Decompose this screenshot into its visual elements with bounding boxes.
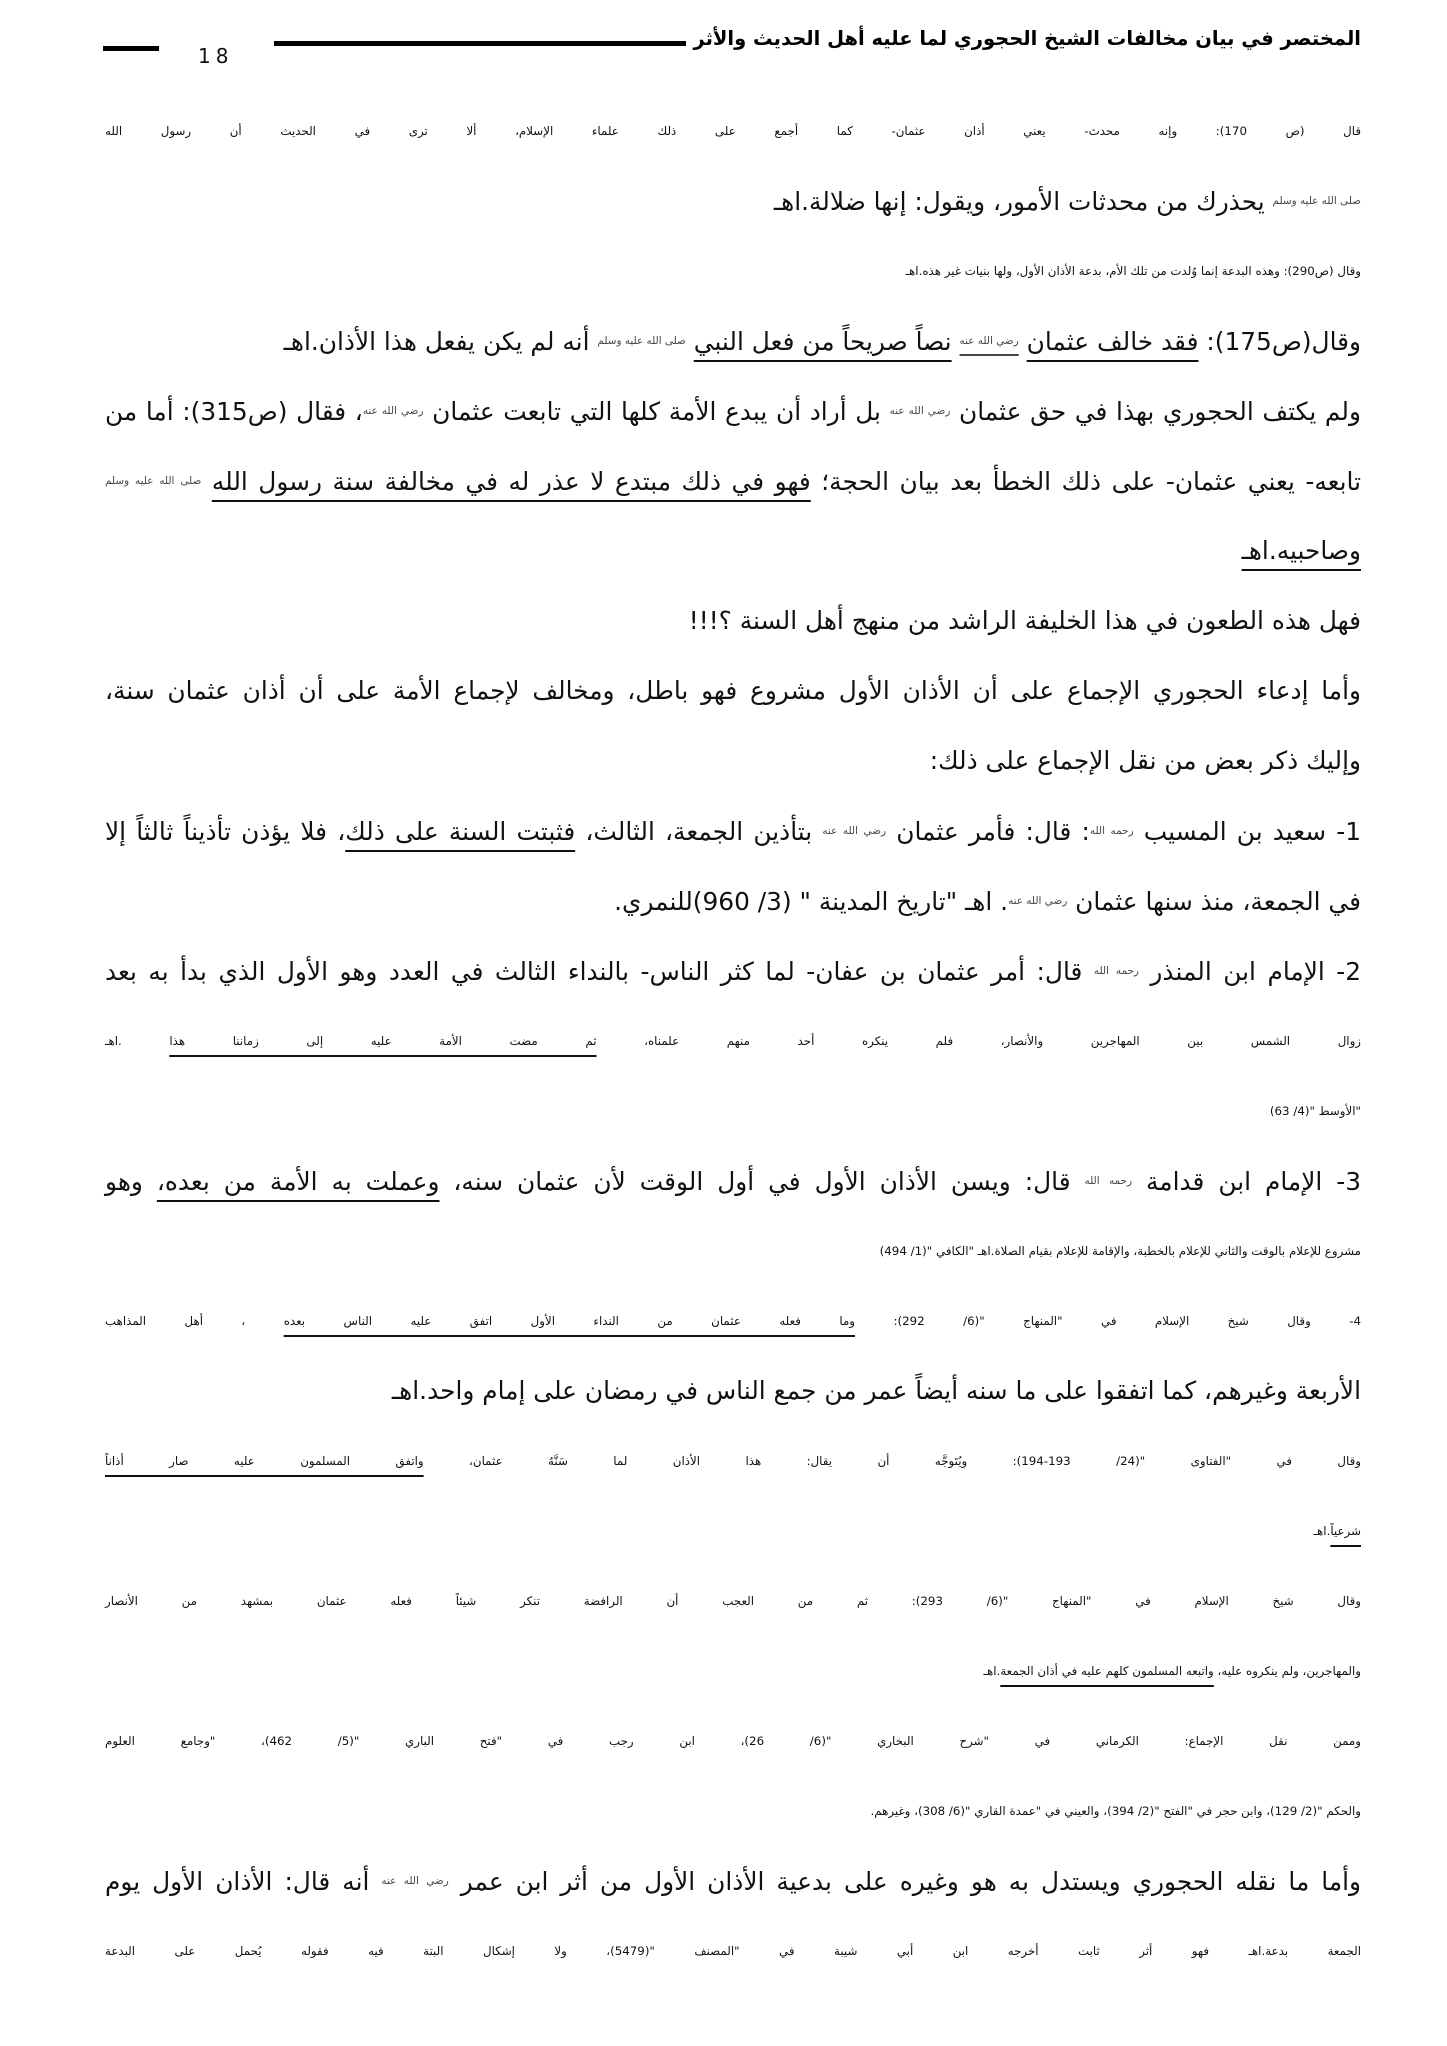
text-segment: 1- سعيد بن المسيب [1133,817,1362,847]
text-line [105,1006,1361,1076]
text-segment: والمهاجرين، ولم ينكروه عليه، [1213,1664,1361,1678]
underlined-text: نصاً صريحاً من فعل النبي [693,327,952,357]
text-segment: وقال (ص290): وهذه البدعة إنما وُلدت من تلك الأم، بدعة الأذان الأول، ولها بنيات غير هذه.اهـ [905,264,1361,278]
text-segment [686,327,694,356]
text-line-content [105,1314,1361,1328]
text-segment: .اهـ [1313,1524,1331,1538]
text-segment: وأما ما نقله الحجوري ويستدل به هو وغيره على بدعية الأذان الأول من أثر ابن عمر [448,1867,1362,1897]
underlined-text: واتفق المسلمون عليه صار أذاناً [105,1454,424,1468]
text-line [105,1636,1361,1706]
honorific-mark: رحمه الله [1084,1175,1133,1187]
text-line-content [984,1664,1361,1678]
text-line-content [689,606,1361,635]
text-line [105,1916,1361,1986]
honorific-mark: صلى الله عليه وسلم [597,335,686,347]
text-segment [952,327,960,356]
text-line-content [105,1167,1361,1196]
text-line [105,726,1361,796]
honorific-mark: رضي الله عنه [362,405,424,417]
honorific-mark: صلى الله عليه وسلم [105,475,202,487]
text-line [105,1706,1361,1776]
text-line [105,936,1361,1006]
text-line-content [880,1244,1361,1258]
text-segment: وقال في "الفتاوى "(24/ 193-194): ويُتَوجَّه أن يقال: هذا الأذان لما سَنَّهُ عثمان، [423,1454,1361,1468]
underlined-text: وما فعله عثمان من النداء الأول اتفق عليه الناس بعده [283,1314,856,1328]
text-line [105,1076,1361,1146]
text-segment: 4- وقال شيخ الإسلام في "المنهاج "(6/ 292): [855,1314,1362,1328]
text-line [105,236,1361,306]
honorific-mark: رضي الله عنه [822,825,887,837]
text-line [105,586,1361,656]
text-line [105,796,1361,866]
text-segment: الأربعة وغيرهم، كما اتفقوا على ما سنه أيضاً عمر من جمع الناس في رمضان على إمام واحد.اهـ [391,1376,1361,1405]
text-line [105,1566,1361,1636]
text-segment: وقال شيخ الإسلام في "المنهاج "(6/ 293): ثم من العجب أن الرافضة تنكر شيئاً فعله عثمان بمشهد من الأنصار [105,1594,1361,1608]
text-segment: ، فقال (ص315): أما من [105,397,363,427]
text-line-content [105,1034,1361,1048]
underlined-text: فهو في ذلك مبتدع لا عذر له في مخالفة سنة رسول الله [211,467,811,497]
text-line-content [1314,1524,1361,1538]
text-segment: تابعه- يعني عثمان- على ذلك الخطأ بعد بيان الحجة؛ [810,467,1361,497]
honorific-mark: رضي الله عنه [1008,895,1068,907]
text-line-content [105,1454,1361,1468]
text-line [105,1286,1361,1356]
text-line-content [105,467,1361,496]
underlined-text: فثبتت السنة على ذلك [345,817,576,847]
text-line-content [105,124,1361,138]
text-line-content [871,1804,1362,1818]
honorific-mark: رحمه الله [1093,965,1139,977]
text-segment: مشروع للإعلام بالوقت والثاني للإعلام بالخطبة، والإقامة للإعلام بقيام الصلاة.اهـ "الكافي "(1/ 494) [879,1244,1361,1258]
honorific-mark: رضي الله عنه [959,335,1019,347]
text-line [105,96,1361,166]
honorific-mark: صلى الله عليه وسلم [1272,195,1361,207]
underlined-text: وعملت به الأمة من بعده، [156,1167,440,1197]
text-segment: بل أراد أن يبدع الأمة كلها التي تابعت عثمان [423,397,890,427]
text-line-content [930,746,1361,775]
text-segment [201,467,212,496]
text-segment: قال (ص 170): وإنه محدث- يعني أذان عثمان- كما أجمع على ذلك علماء الإسلام، ألا ترى في الحديث أن رسول الله [105,124,1361,138]
underlined-text: وصاحبيه.اهـ [1241,536,1361,565]
text-line [105,306,1361,376]
text-line [105,1356,1361,1426]
text-segment: فهل هذه الطعون في هذا الخليفة الراشد من منهج أهل السنة ؟!!! [688,606,1361,635]
text-line-content [1270,1104,1361,1118]
text-segment: قال: ويسن الأذان الأول في أول الوقت لأن عثمان سنه، [439,1167,1085,1197]
text-segment: 2- الإمام ابن المنذر [1138,957,1361,987]
text-line-content [105,397,1361,426]
text-line [105,1146,1361,1216]
text-segment: الجمعة بدعة.اهـ فهو أثر ثابت أخرجه ابن أبي شيبة في "المصنف "(5479)، ولا إشكال البتة فيه فقوله يُحمل على البدعة [105,1944,1361,1958]
text-line [105,376,1361,446]
text-line-content [105,676,1361,705]
text-segment: بتأذين الجمعة، الثالث، [575,817,823,847]
text-segment: وممن نقل الإجماع: الكرماني في "شرح البخاري "(6/ 26)، ابن رجب في "فتح الباري "(5/ 462)، "وجامع العلوم [105,1734,1361,1748]
text-segment: : قال: فأمر عثمان [886,817,1090,847]
text-segment: .اهـ [983,1664,1001,1678]
honorific-mark: رضي الله عنه [889,405,951,417]
text-line-content [105,1734,1361,1748]
text-line-content [284,327,1361,356]
header-rule [274,41,686,46]
text-segment: ، فلا يؤذن تأذيناً ثالثاً إلا [105,817,346,847]
text-segment: 3- الإمام ابن قدامة [1132,1167,1361,1197]
text-segment: وإليك ذكر بعض من نقل الإجماع على ذلك: [929,746,1361,775]
text-segment: "الأوسط "(4/ 63) [1269,1104,1361,1118]
text-segment: وأما إدعاء الحجوري الإجماع على أن الأذان الأول مشروع فهو باطل، ومخالف لإجماع الأمة على أن أذان عثمان سنة، [105,676,1361,705]
text-segment: أنه قال: الأذان الأول يوم [105,1867,382,1897]
text-segment: قال: أمر عثمان بن عفان- لما كثر الناس- بالنداء الثالث في العدد وهو الأول الذي بدأ به بعد [105,957,1094,987]
text-segment: وهو [105,1167,157,1197]
text-segment: .اهـ [105,1034,170,1048]
text-line [105,446,1361,516]
running-header-title: المختصر في بيان مخالفات الشيخ الحجوري لما عليه أهل الحديث والأثر [693,27,1361,50]
text-segment [1019,327,1027,356]
honorific-mark: رضي الله عنه [381,1875,449,1887]
underlined-text: شرعياً [1330,1524,1361,1538]
text-line [105,516,1361,586]
page-number: 18 [198,44,234,68]
text-line [105,866,1361,936]
text-segment: يحذرك من محدثات الأمور، ويقول: إنها ضلالة.اهـ [773,187,1273,217]
text-segment: وقال(ص175): [1198,327,1361,357]
text-line-content [105,1594,1361,1608]
text-line [105,166,1361,236]
text-line-content [1242,536,1361,565]
body-text [105,96,1361,1986]
underlined-text: فقد خالف عثمان [1026,327,1199,357]
text-segment: . اهـ "تاريخ المدينة " (3/ 960)للنمري. [614,887,1009,917]
text-segment: والحكم "(2/ 129)، وابن حجر في "الفتح "(2/ 394)، والعيني في "عمدة القاري "(6/ 308)، وغيرهم. [870,1804,1361,1818]
text-line-content [105,1944,1361,1958]
text-line-content [105,817,1361,846]
text-segment: ، أهل المذاهب [105,1314,284,1328]
text-segment: ولم يكتف الحجوري بهذا في حق عثمان [950,397,1361,427]
text-line-content [392,1376,1361,1405]
text-line-content [774,187,1361,216]
text-segment: في الجمعة، منذ سنها عثمان [1067,887,1361,917]
honorific-mark: رحمه الله [1089,825,1134,837]
text-line [105,1216,1361,1286]
text-line [105,1846,1361,1916]
underlined-text: واتبعه المسلمون كلهم عليه في أذان الجمعة [1000,1664,1214,1678]
text-line-content [906,264,1361,278]
text-line [105,1496,1361,1566]
underlined-text: ثم مضت الأمة عليه إلى زماننا هذا [169,1034,597,1048]
text-segment: أنه لم يكن يفعل هذا الأذان.اهـ [283,327,598,357]
text-line [105,1776,1361,1846]
text-line-content [614,887,1361,916]
text-line-content [105,1867,1361,1896]
text-line-content [105,957,1361,986]
text-segment: زوال الشمس بين المهاجرين والأنصار، فلم ينكره أحد منهم علمناه، [596,1034,1361,1048]
header-left-rule [103,46,159,51]
text-line [105,1426,1361,1496]
text-line [105,656,1361,726]
